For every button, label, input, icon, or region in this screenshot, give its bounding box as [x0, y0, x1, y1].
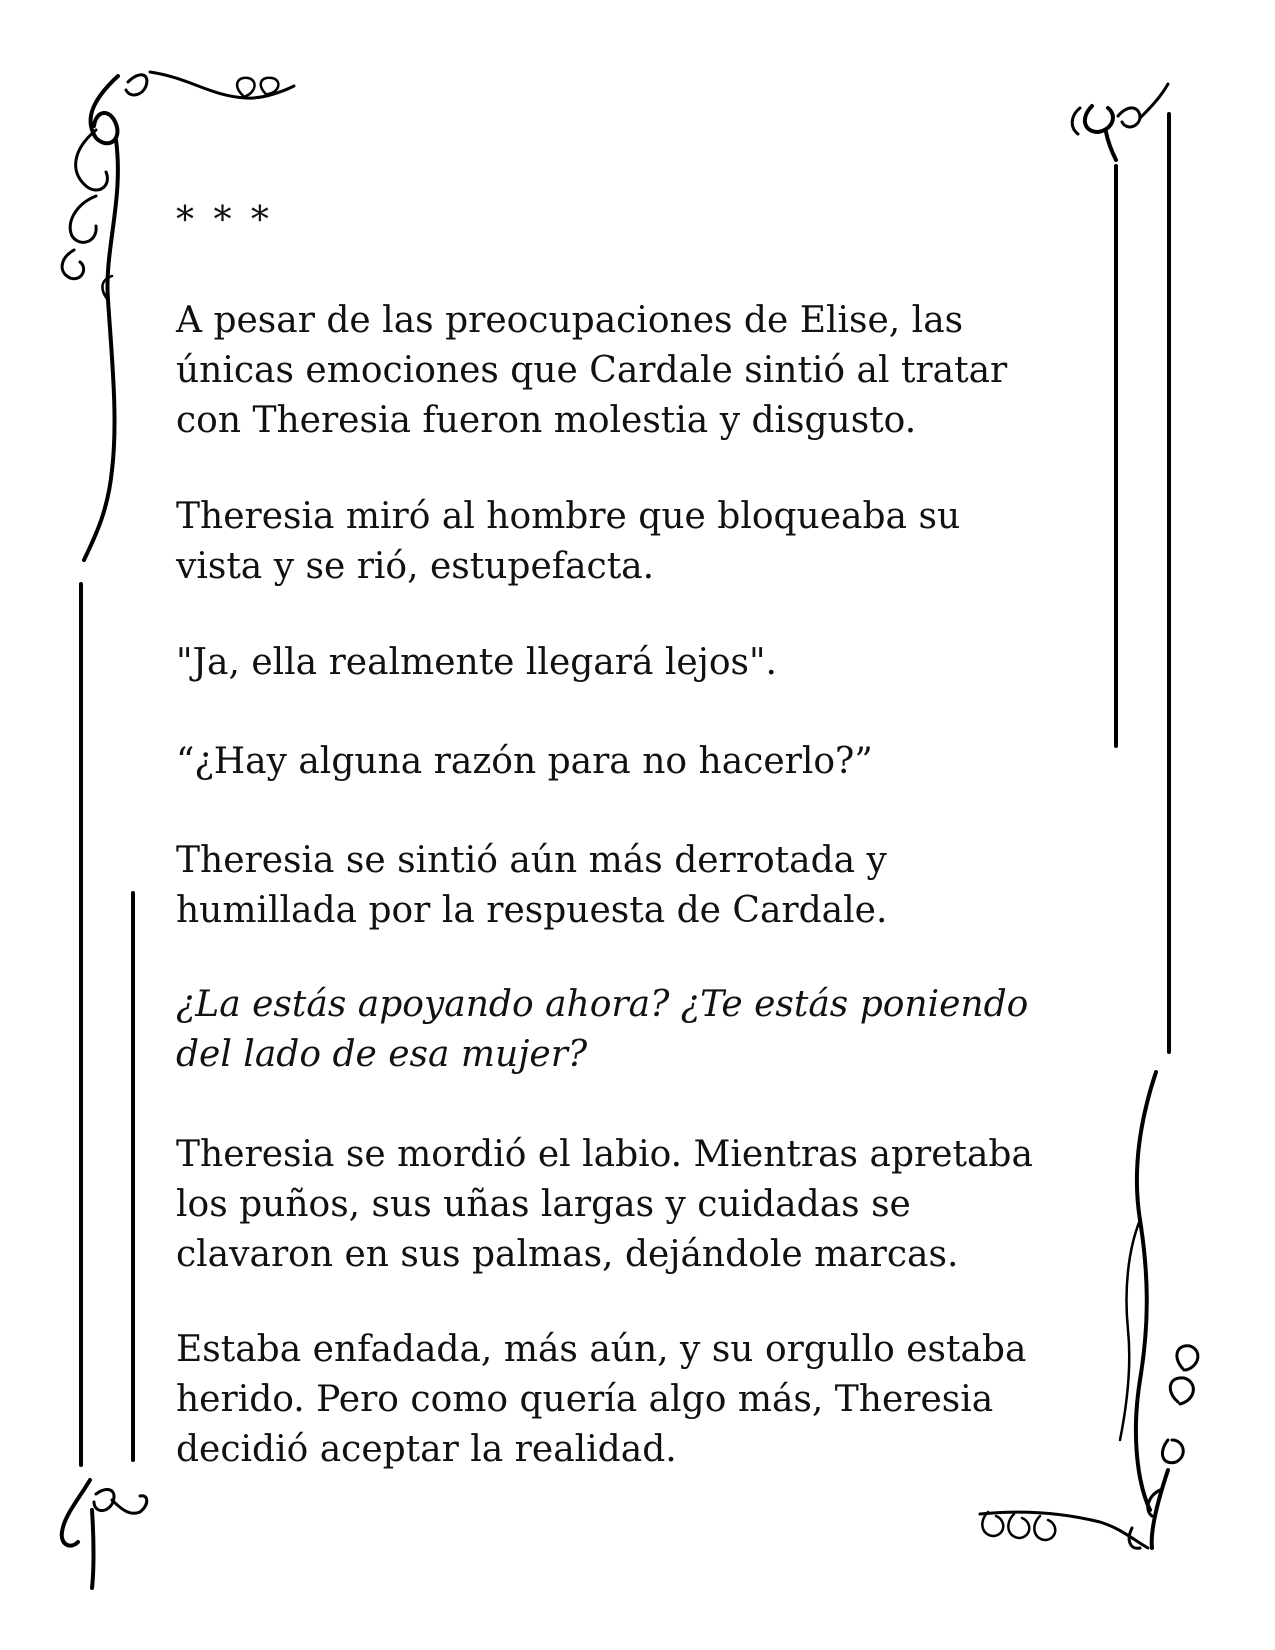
- paragraph-3: "Ja, ella realmente llegará lejos".: [176, 642, 777, 683]
- paragraph-6-italic-thought: ¿La estás apoyando ahora? ¿Te estás poniendo del lado de esa mujer?: [176, 984, 1029, 1075]
- top-right-flourish: [1072, 84, 1168, 160]
- paragraph-8: Estaba enfadada, más aún, y su orgullo estaba herido. Pero como quería algo más, Theresia decidió aceptar la realidad.: [176, 1329, 1027, 1470]
- paragraph-5: Theresia se sintió aún más derrotada y humillada por la respuesta de Cardale.: [176, 840, 888, 931]
- paragraph-2: Theresia miró al hombre que bloqueaba su vista y se rió, estupefacta.: [176, 496, 961, 587]
- paragraph-1: A pesar de las preocupaciones de Elise, las únicas emociones que Cardale sintió al tratar con Theresia fueron molestia y disgusto.: [176, 300, 1008, 441]
- paragraph-7: Theresia se mordió el labio. Mientras apretaba los puños, sus uñas largas y cuidadas se clavaron en sus palmas, dejándole marcas.: [176, 1134, 1033, 1275]
- section-separator: * * *: [176, 200, 273, 241]
- paragraph-4: “¿Hay alguna razón para no hacerlo?”: [176, 741, 873, 782]
- bottom-left-flourish: [62, 1480, 147, 1588]
